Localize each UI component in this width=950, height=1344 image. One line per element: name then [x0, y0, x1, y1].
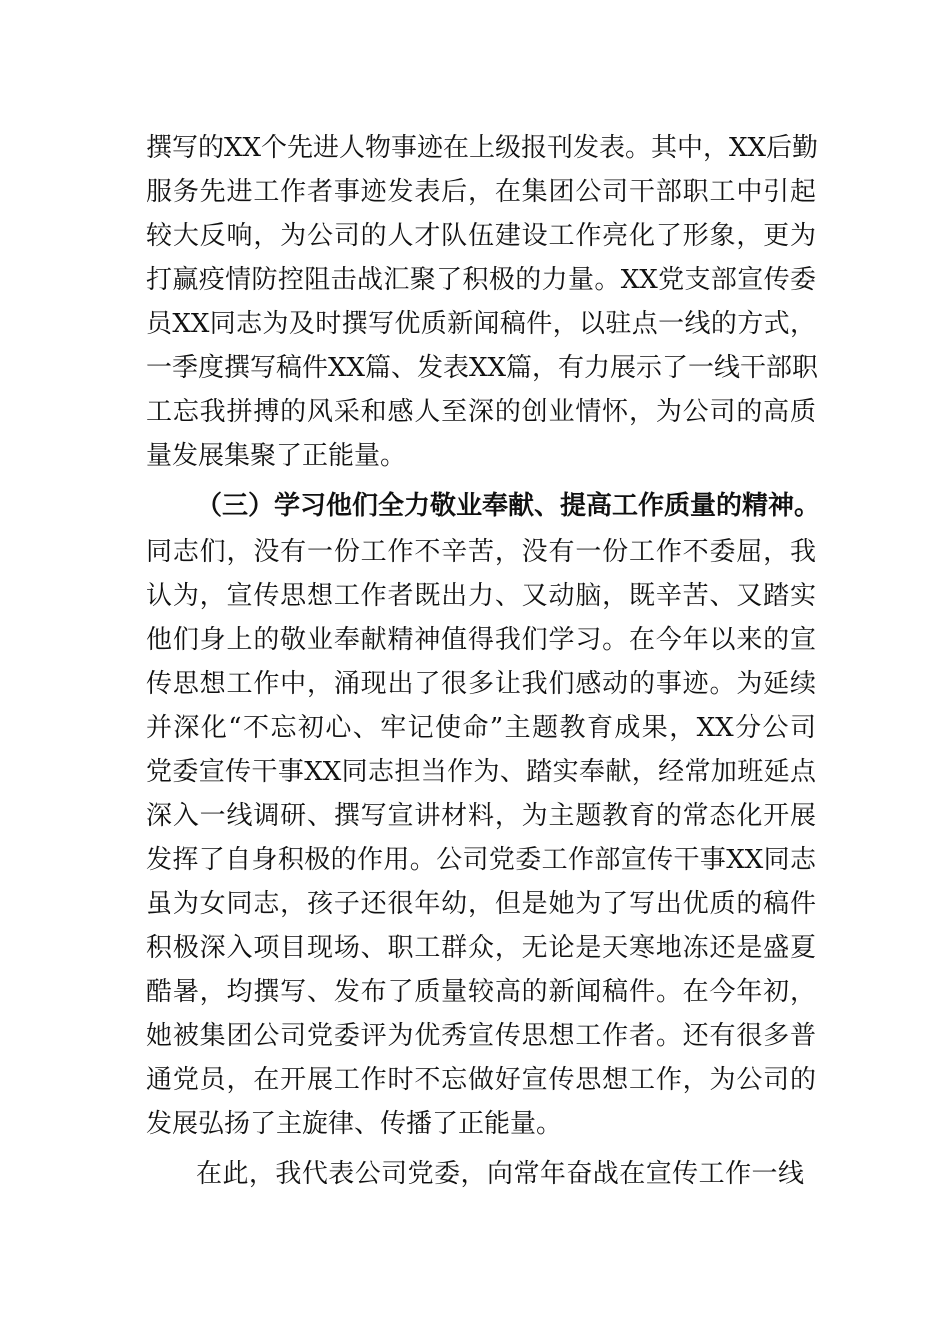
paragraph-first-line: 在此，我代表公司党委，向常年奋战在宣传工作一线 [196, 1159, 804, 1189]
section-heading: （三）学习他们全力敬业奉献、提高工作质量的精神。 [196, 491, 821, 521]
body-text-line: 工忘我拼搏的风采和感人至深的创业情怀，为公司的高质 [146, 397, 816, 427]
body-text-line: 传思想工作中，涌现出了很多让我们感动的事迹。为延续 [146, 669, 816, 699]
body-text-line: 量发展集聚了正能量。 [146, 441, 407, 471]
body-text-line: 服务先进工作者事迹发表后，在集团公司干部职工中引起 [146, 177, 816, 207]
body-text-line: 深入一线调研、撰写宣讲材料，为主题教育的常态化开展 [146, 801, 816, 831]
body-text-line: 较大反响，为公司的人才队伍建设工作亮化了形象，更为 [146, 221, 816, 251]
body-text-line: 积极深入项目现场、职工群众，无论是天寒地冻还是盛夏 [146, 933, 816, 963]
body-text-line: 撰写的XX个先进人物事迹在上级报刊发表。其中，XX后勤 [146, 133, 819, 163]
body-text-line: 打赢疫情防控阻击战汇聚了积极的力量。XX党支部宣传委 [146, 265, 816, 295]
body-text-line: 一季度撰写稿件XX篇、发表XX篇，有力展示了一线干部职 [146, 353, 819, 383]
body-text-line: 发挥了自身积极的作用。公司党委工作部宣传干事XX同志 [146, 845, 816, 875]
body-text-line: 同志们，没有一份工作不辛苦，没有一份工作不委屈，我 [146, 537, 816, 567]
body-text-line: 并深化“不忘初心、牢记使命”主题教育成果，XX分公司 [146, 713, 816, 743]
body-text-line: 发展弘扬了主旋律、传播了正能量。 [146, 1109, 563, 1139]
body-text-line: 员XX同志为及时撰写优质新闻稿件，以驻点一线的方式， [146, 309, 816, 339]
body-text-line: 她被集团公司党委评为优秀宣传思想工作者。还有很多普 [146, 1021, 816, 1051]
body-text-line: 虽为女同志，孩子还很年幼，但是她为了写出优质的稿件 [146, 889, 816, 919]
body-text-line: 他们身上的敬业奉献精神值得我们学习。在今年以来的宣 [146, 625, 816, 655]
body-text-line: 通党员，在开展工作时不忘做好宣传思想工作，为公司的 [146, 1065, 816, 1095]
body-text-line: 党委宣传干事XX同志担当作为、踏实奉献，经常加班延点 [146, 757, 816, 787]
body-text-line: 认为，宣传思想工作者既出力、又动脑，既辛苦、又踏实 [146, 581, 816, 611]
body-text-line: 酷暑，均撰写、发布了质量较高的新闻稿件。在今年初， [146, 977, 816, 1007]
